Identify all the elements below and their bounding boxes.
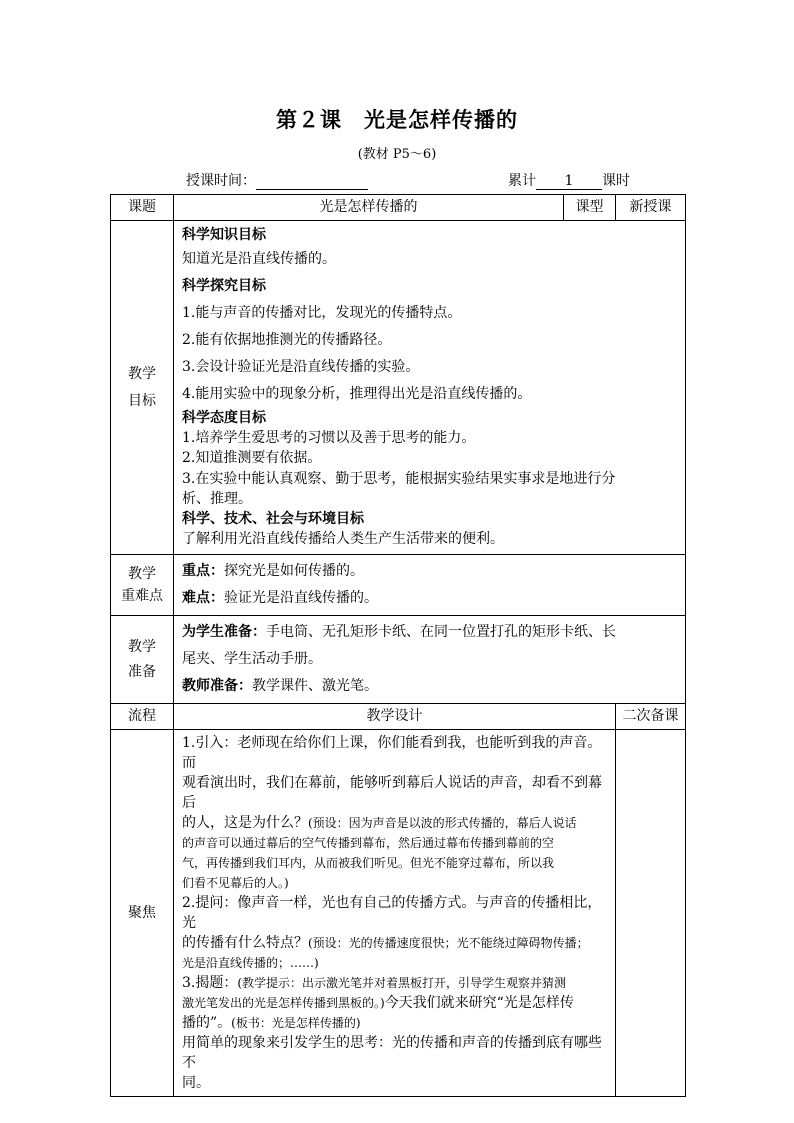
class-time-label: 授课时间： (186, 173, 256, 189)
student-prep-label: 为学生准备： (182, 624, 266, 640)
second-prep-header: 二次备课 (616, 704, 686, 730)
type-label: 课型 (564, 195, 616, 221)
focus-row (111, 730, 686, 1097)
class-time-blank (256, 173, 368, 190)
key-label-line-2: 重难点 (121, 588, 163, 604)
focus-line-7: 2.提问：像声音一样，光也有自己的传播方式。与声音的传播相比，光 (182, 895, 602, 931)
total-unit: 课时 (602, 173, 630, 189)
knowledge-item-1: 知道光是沿直线传播的。 (182, 250, 336, 267)
focus-content (174, 730, 616, 1097)
class-time-row (186, 170, 368, 190)
teacher-prep-label: 教师准备： (182, 678, 252, 694)
difficult-point (182, 585, 679, 612)
textbook-pages: (教材 P5～6) (357, 147, 437, 162)
preparation-content (174, 616, 686, 704)
prep-label-line-2: 准备 (128, 663, 156, 680)
teacher-prep-text: 教学课件、激光笔。 (252, 678, 378, 694)
focus-line-10b: (教学提示：出示激光笔并对着黑板打开，引导学生观察并猜测 (237, 976, 567, 990)
key-points-row (111, 555, 686, 616)
total-label: 累计 (508, 173, 536, 189)
flow-header: 流程 (111, 704, 174, 730)
attitude-item-1: 1.培养学生爱思考的习惯以及善于思考的能力。 (182, 429, 476, 446)
total-value: 1 (536, 173, 602, 190)
inquiry-item-3: 3.会设计验证光是沿直线传播的实验。 (182, 358, 420, 375)
key-point (182, 558, 679, 585)
goals-content (174, 221, 686, 555)
focus-line-11a: 激光笔发出的光是怎样传播到黑板的。) (182, 996, 385, 1010)
preparation-label (111, 616, 174, 704)
focus-line-14: 同。 (182, 1075, 210, 1091)
key-points-label (111, 555, 174, 616)
focus-line-13: 用简单的现象来引发学生的思考：光的传播和声音的传播到底有哪些不 (182, 1035, 602, 1071)
difficult-point-label: 难点： (182, 590, 224, 606)
sts-heading: 科学、技术、社会与环境目标 (182, 511, 364, 528)
topic-value: 光是怎样传播的 (174, 195, 564, 221)
focus-line-12b: (板书：光是怎样传播的) (231, 1016, 361, 1030)
focus-line-2: 观看演出时，我们在幕前，能够听到幕后人说话的声音，却看不到幕后 (182, 775, 602, 811)
topic-row (111, 195, 686, 221)
attitude-item-3b: 析、推理。 (182, 490, 252, 507)
knowledge-heading: 科学知识目标 (182, 227, 266, 244)
goals-label-line-1: 教学 (128, 366, 156, 383)
type-value: 新授课 (616, 195, 686, 221)
lesson-plan-table (110, 194, 686, 1097)
key-points-content (174, 555, 686, 616)
student-prep-text-a: 手电筒、无孔矩形卡纸、在同一位置打孔的矩形卡纸、长 (266, 624, 616, 640)
topic-label: 课题 (111, 195, 174, 221)
focus-line-10a: 3.揭题： (182, 975, 238, 991)
focus-line-8a: 的传播有什么特点？ (182, 935, 308, 951)
inquiry-item-1: 1.能与声音的传播对比，发现光的传播特点。 (182, 304, 462, 321)
focus-line-1: 1.引入：老师现在给你们上课，你们能看到我，也能听到我的声音。而 (182, 735, 602, 771)
prep-label-line-1: 教学 (128, 639, 156, 656)
lesson-title: 第２课 光是怎样传播的 (276, 108, 518, 132)
goals-label (111, 221, 174, 555)
focus-line-4: 的声音可以通过幕后的空气传播到幕布，然后通过幕布传播到幕前的空 (182, 836, 555, 850)
attitude-item-2: 2.知道推测要有依据。 (182, 450, 322, 467)
design-header: 教学设计 (174, 704, 616, 730)
focus-line-3b: (预设：因为声音是以波的形式传播的，幕后人说话 (308, 816, 577, 830)
focus-line-8 (182, 933, 609, 953)
preparation-row (111, 616, 686, 704)
inquiry-item-4: 4.能用实验中的现象分析，推理得出光是沿直线传播的。 (182, 385, 532, 402)
second-prep-cell (616, 730, 686, 1097)
total-hours-row (508, 170, 630, 190)
inquiry-item-2: 2.能有依据地推测光的传播路径。 (182, 331, 392, 348)
flow-header-row (111, 704, 686, 730)
inquiry-heading: 科学探究目标 (182, 277, 266, 294)
key-point-label: 重点： (182, 563, 224, 579)
key-point-text: 探究光是如何传播的。 (224, 563, 364, 579)
student-prep-text-b: 尾夹、学生活动手册。 (182, 651, 322, 667)
focus-line-12 (182, 1013, 609, 1033)
focus-line-9: 光是沿直线传播的；……) (182, 956, 319, 970)
goals-row (111, 221, 686, 555)
focus-line-5: 气，再传播到我们耳内，从而被我们听见。但光不能穿过幕布，所以我 (182, 856, 555, 870)
focus-line-11 (182, 993, 609, 1013)
difficult-point-text: 验证光是沿直线传播的。 (224, 590, 378, 606)
teacher-prep (182, 673, 679, 700)
focus-line-12a: 播的”。 (182, 1015, 232, 1031)
focus-line-3a: 的人，这是为什么？ (182, 815, 308, 831)
focus-line-11b: 今天我们就来研究“光是怎样传 (384, 995, 574, 1011)
focus-line-3 (182, 813, 609, 833)
focus-line-10 (182, 973, 609, 993)
focus-line-6: 们看不见幕后的人。) (182, 876, 289, 890)
attitude-heading: 科学态度目标 (182, 409, 266, 426)
focus-label: 聚焦 (111, 730, 174, 1097)
attitude-item-3a: 3.在实验中能认真观察、勤于思考，能根据实验结果实事求是地进行分 (182, 470, 616, 487)
focus-line-8b: (预设：光的传播速度很快；光不能绕过障碍物传播； (308, 936, 589, 950)
sts-item-1: 了解利用光沿直线传播给人类生产生活带来的便利。 (182, 531, 504, 548)
goals-label-line-2: 目标 (128, 392, 156, 409)
key-label-line-1: 教学 (128, 565, 156, 582)
student-prep (182, 619, 679, 646)
